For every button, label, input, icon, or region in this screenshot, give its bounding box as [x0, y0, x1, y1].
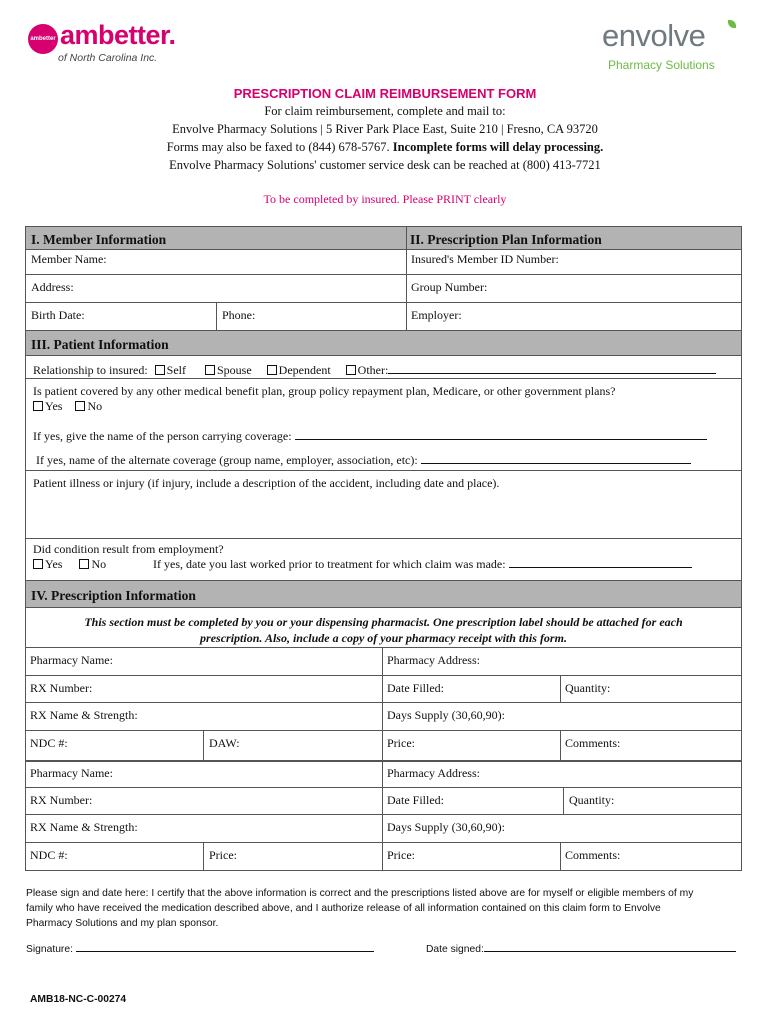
border	[560, 675, 561, 702]
border	[382, 760, 383, 870]
covered-no-checkbox[interactable]	[75, 401, 85, 411]
border	[203, 730, 204, 760]
border	[25, 814, 742, 815]
coverage-name-row	[33, 429, 707, 443]
border	[25, 870, 742, 871]
relationship-label: Relationship to insured:	[33, 363, 148, 377]
rx2-date-filled[interactable]: Date Filled:	[387, 793, 444, 807]
alt-coverage-label: If yes, name of the alternate coverage (group name, employer, association, etc):	[36, 453, 418, 467]
other-label: Other:	[357, 363, 389, 377]
rx2-price-left[interactable]: Price:	[209, 848, 237, 862]
instructions-line-2: prescription. Also, include a copy of your pharmacy receipt with this form.	[200, 631, 567, 645]
rx1-comments[interactable]: Comments:	[565, 736, 621, 750]
signature-row	[26, 941, 374, 955]
border	[216, 302, 217, 330]
signature-input[interactable]	[76, 941, 374, 952]
border	[560, 730, 561, 760]
rx1-pharmacy-address[interactable]: Pharmacy Address:	[387, 653, 480, 667]
border	[382, 647, 383, 760]
rx1-date-filled[interactable]: Date Filled:	[387, 681, 444, 695]
other-checkbox[interactable]	[346, 365, 356, 375]
date-signed-label: Date signed:	[426, 944, 484, 955]
border	[25, 274, 742, 275]
border	[563, 787, 564, 814]
employment-yes-checkbox[interactable]	[33, 559, 43, 569]
border	[25, 730, 742, 731]
border	[25, 842, 742, 843]
envolve-wordmark: envolve	[602, 18, 706, 53]
section-3-title: III. Patient Information	[31, 337, 169, 352]
rx1-rx-name[interactable]: RX Name & Strength:	[30, 708, 138, 722]
member-id-field[interactable]: Insured's Member ID Number:	[411, 252, 559, 266]
coverage-name-label: If yes, give the name of the person carrying coverage:	[33, 429, 292, 443]
border	[25, 760, 742, 762]
alt-coverage-input[interactable]	[421, 453, 691, 464]
employment-options	[33, 557, 106, 571]
spouse-label: Spouse	[217, 363, 252, 377]
border	[25, 378, 742, 379]
section-4-title: IV. Prescription Information	[31, 588, 196, 603]
border	[25, 356, 26, 580]
intro-line-2: Envolve Pharmacy Solutions | 5 River Park Place East, Suite 210 | Fresno, CA 93720	[172, 122, 598, 136]
covered-options	[33, 399, 102, 413]
employment-question: Did condition result from employment?	[33, 542, 224, 556]
intro-line-3	[0, 140, 770, 155]
rx1-days-supply[interactable]: Days Supply (30,60,90):	[387, 708, 505, 722]
section-2-title: II. Prescription Plan Information	[410, 232, 602, 247]
border	[25, 647, 742, 648]
intro-line-1: For claim reimbursement, complete and mail to:	[264, 104, 506, 118]
intro-line-4: Envolve Pharmacy Solutions' customer service desk can be reached at (800) 413-7721	[169, 158, 601, 172]
border	[25, 702, 742, 703]
dependent-checkbox[interactable]	[267, 365, 277, 375]
intro-warning: Incomplete forms will delay processing.	[392, 140, 604, 154]
date-signed-row	[426, 941, 736, 955]
border	[406, 226, 407, 330]
rx1-price[interactable]: Price:	[387, 736, 415, 750]
group-number-field[interactable]: Group Number:	[411, 280, 488, 294]
envolve-leaf-icon	[728, 20, 736, 28]
dependent-label: Dependent	[278, 363, 331, 377]
phone-field[interactable]: Phone:	[222, 308, 256, 322]
rx2-days-supply[interactable]: Days Supply (30,60,90):	[387, 820, 505, 834]
border	[203, 842, 204, 870]
rx2-quantity[interactable]: Quantity:	[569, 793, 615, 807]
last-worked-row	[153, 557, 692, 571]
other-input[interactable]	[388, 363, 716, 374]
rx1-rx-number[interactable]: RX Number:	[30, 681, 93, 695]
signature-label: Signature:	[26, 944, 73, 955]
form-title: PRESCRIPTION CLAIM REIMBURSEMENT FORM	[233, 86, 537, 101]
certification-line-2: family who have received the medication described above, and I authorize release of all information contained on this claim form to Envolve	[26, 903, 661, 914]
certification-text	[26, 886, 746, 931]
covered-yes-checkbox[interactable]	[33, 401, 43, 411]
coverage-name-input[interactable]	[295, 429, 707, 440]
instructions-line-1: This section must be completed by you or your dispensing pharmacist. One prescription label should be attached for each	[84, 615, 683, 629]
rx2-pharmacy-address[interactable]: Pharmacy Address:	[387, 766, 480, 780]
form-code: AMB18-NC-C-00274	[30, 994, 127, 1005]
border	[25, 250, 26, 330]
employment-yes-label: Yes	[45, 557, 63, 571]
border	[25, 470, 742, 471]
employment-no-label: No	[91, 557, 107, 571]
employer-field[interactable]: Employer:	[411, 308, 462, 322]
intro-fax: Forms may also be faxed to (844) 678-5767.	[166, 140, 393, 154]
last-worked-input[interactable]	[509, 557, 692, 568]
rx2-comments[interactable]: Comments:	[565, 848, 621, 862]
alt-coverage-row	[36, 453, 691, 467]
border	[25, 538, 742, 539]
envolve-logo	[600, 18, 750, 74]
border	[560, 842, 561, 870]
rx2-price[interactable]: Price:	[387, 848, 415, 862]
envolve-subtitle: Pharmacy Solutions	[608, 58, 715, 72]
ambetter-badge-icon: ambetter	[28, 24, 58, 54]
birth-date-field[interactable]: Birth Date:	[31, 308, 85, 322]
illness-label: Patient illness or injury (if injury, include a description of the accident, including date and place).	[33, 476, 500, 490]
covered-yes-label: Yes	[45, 399, 63, 413]
border	[741, 356, 742, 580]
member-name-field[interactable]: Member Name:	[31, 252, 107, 266]
illness-textarea[interactable]	[30, 492, 736, 534]
border	[25, 787, 742, 788]
border	[25, 675, 742, 676]
rx2-rx-number[interactable]: RX Number:	[30, 793, 93, 807]
covered-no-label: No	[87, 399, 103, 413]
ambetter-wordmark: ambetter.	[60, 20, 176, 50]
border	[741, 250, 742, 330]
rx1-daw[interactable]: DAW:	[209, 736, 240, 750]
ambetter-logo	[28, 22, 178, 66]
rx2-rx-name[interactable]: RX Name & Strength:	[30, 820, 138, 834]
employment-no-checkbox[interactable]	[79, 559, 89, 569]
last-worked-label: If yes, date you last worked prior to treatment for which claim was made:	[153, 557, 506, 571]
self-label: Self	[166, 363, 186, 377]
section-4-instructions	[25, 614, 742, 646]
spouse-checkbox[interactable]	[205, 365, 215, 375]
self-checkbox[interactable]	[155, 365, 165, 375]
ambetter-subtitle: of North Carolina Inc.	[58, 52, 158, 64]
certification-line-3: Pharmacy Solutions and my plan sponsor.	[26, 918, 219, 929]
relationship-row	[33, 363, 738, 377]
covered-question: Is patient covered by any other medical benefit plan, group policy repayment plan, Medicare, or other government plans?	[33, 384, 616, 398]
date-signed-input[interactable]	[484, 941, 736, 952]
address-field[interactable]: Address:	[31, 280, 74, 294]
print-notice: To be completed by insured. Please PRINT clearly	[263, 192, 507, 206]
section-1-title: I. Member Information	[31, 232, 167, 247]
rx1-pharmacy-name[interactable]: Pharmacy Name:	[30, 653, 113, 667]
border	[25, 302, 742, 303]
rx1-ndc[interactable]: NDC #:	[30, 736, 68, 750]
rx1-quantity[interactable]: Quantity:	[565, 681, 611, 695]
certification-line-1: Please sign and date here: I certify that the above information is correct and the prescriptions listed above are for myself or eligible members of my	[26, 888, 694, 899]
rx2-pharmacy-name[interactable]: Pharmacy Name:	[30, 766, 113, 780]
rx2-ndc[interactable]: NDC #:	[30, 848, 68, 862]
